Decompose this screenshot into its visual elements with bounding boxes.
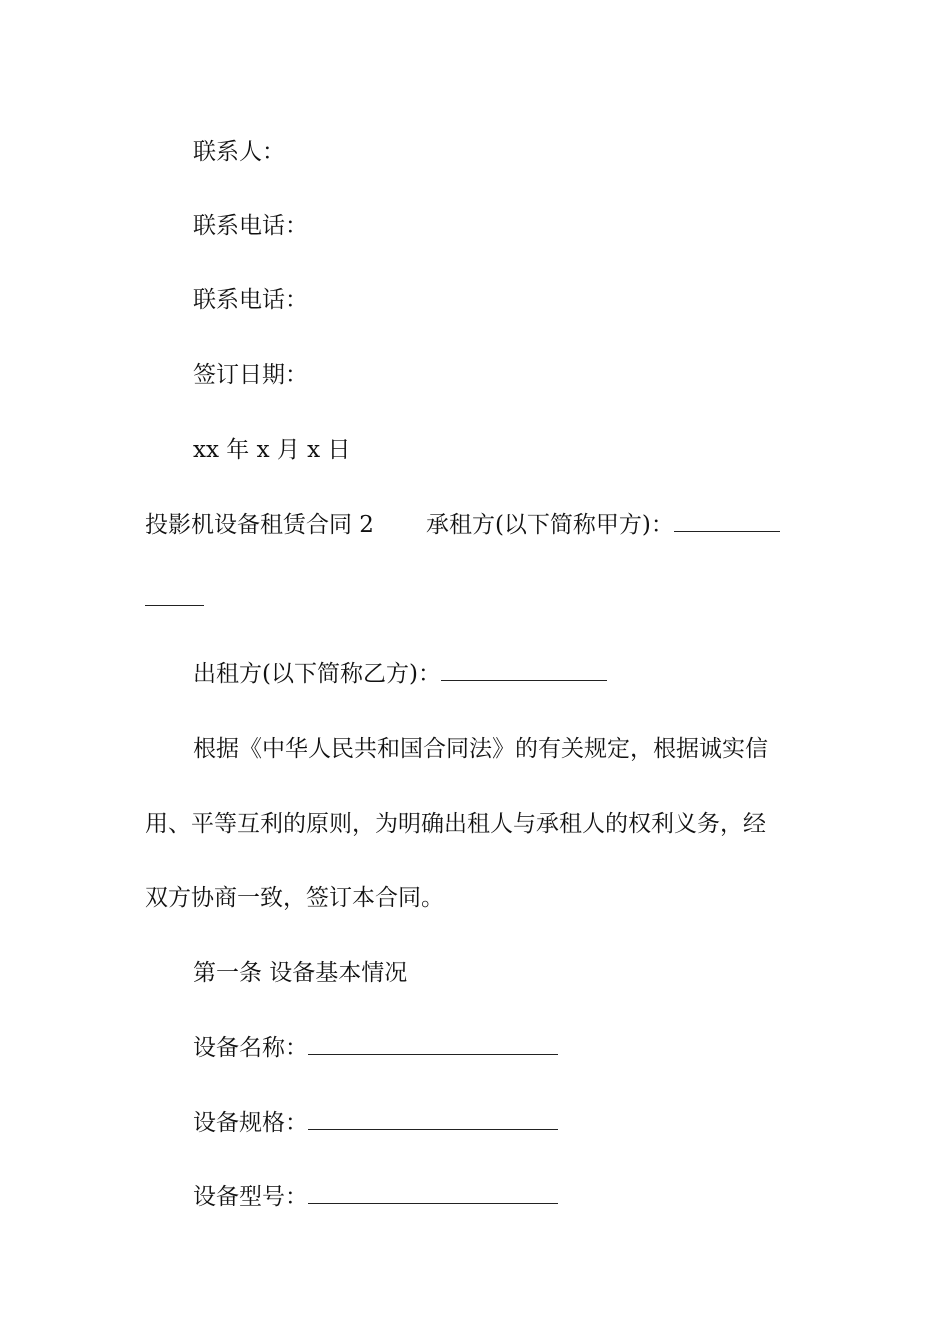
equipment-name-blank[interactable] [308, 1034, 558, 1055]
paragraph-line-2: 用、平等互利的原则，为明确出租人与承租人的权利义务，经 [145, 811, 766, 837]
lessee-label: 承租方(以下简称甲方)： [425, 512, 674, 538]
contract-heading-line [145, 510, 780, 540]
lessor-line [193, 659, 607, 689]
sign-date-label: 签订日期： [193, 362, 308, 388]
equipment-model-label: 设备型号： [193, 1184, 308, 1210]
paragraph-line-3: 双方协商一致，签订本合同。 [145, 885, 444, 911]
contact-phone-label-2: 联系电话： [193, 287, 308, 313]
equipment-name-line [193, 1033, 558, 1063]
article-1-heading: 第一条 设备基本情况 [193, 960, 408, 986]
date-value: xx 年 x 月 x 日 [193, 437, 351, 463]
equipment-spec-label: 设备规格： [193, 1110, 308, 1136]
equipment-model-blank[interactable] [308, 1183, 558, 1204]
contact-person-label: 联系人： [193, 139, 285, 165]
lessee-blank[interactable] [674, 511, 780, 532]
equipment-model-line [193, 1182, 558, 1212]
equipment-name-label: 设备名称： [193, 1035, 308, 1061]
lessor-blank[interactable] [441, 660, 607, 681]
lessor-label: 出租方(以下简称乙方)： [193, 661, 441, 687]
equipment-spec-blank[interactable] [308, 1109, 558, 1130]
lessee-blank-continued[interactable] [145, 584, 204, 614]
paragraph-line-1: 根据《中华人民共和国合同法》的有关规定，根据诚实信 [193, 736, 768, 762]
contact-phone-label-1: 联系电话： [193, 213, 308, 239]
equipment-spec-line [193, 1108, 558, 1138]
contract-title: 投影机设备租赁合同 2 [145, 512, 374, 538]
